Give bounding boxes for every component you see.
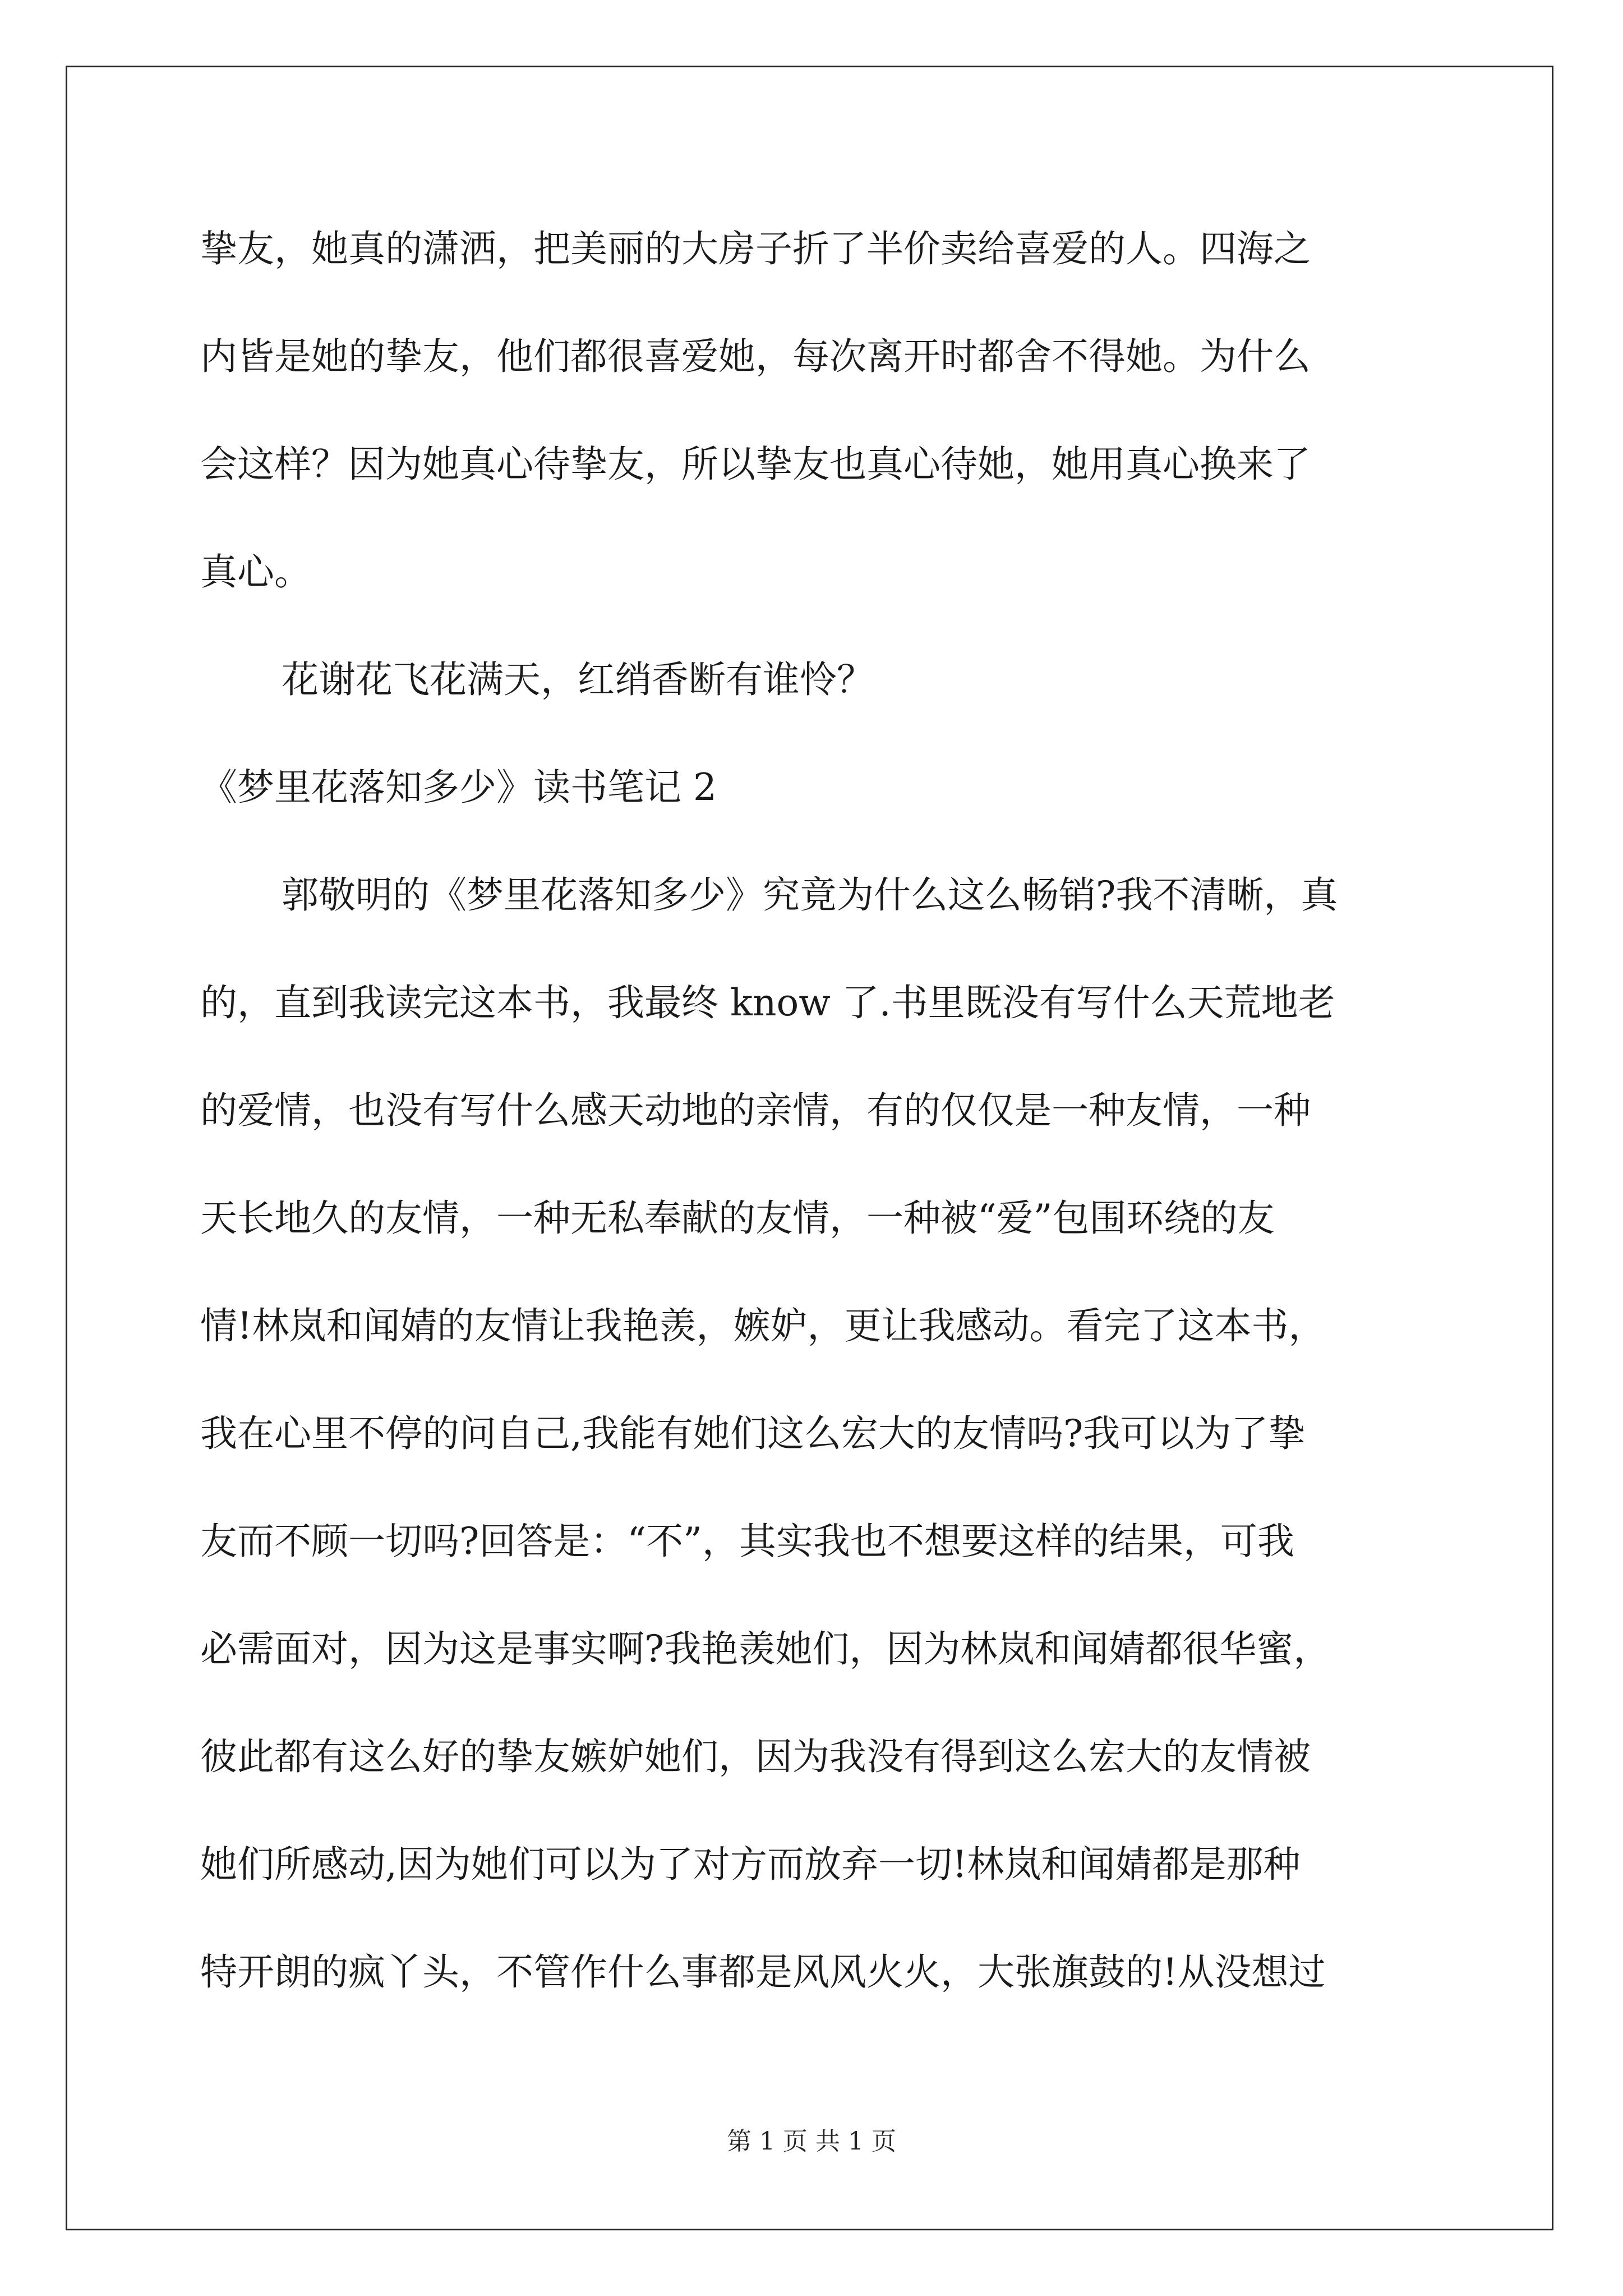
text-line: 友而不顾一切吗?回答是：“不”，其实我也不想要这样的结果，可我 <box>200 1520 1294 1563</box>
text-line: 真心。 <box>200 550 311 593</box>
text-line: 内皆是她的挚友，他们都很喜爱她，每次离开时都舍不得她。为什么 <box>200 335 1311 378</box>
text-line: 郭敬明的《梦里花落知多少》究竟为什么这么畅销?我不清晰，真 <box>282 873 1338 917</box>
text-line: 我在心里不停的问自己,我能有她们这么宏大的友情吗?我可以为了挚 <box>200 1412 1306 1455</box>
text-line: 必需面对，因为这是事实啊?我艳羡她们，因为林岚和闻婧都很华蜜， <box>200 1627 1331 1671</box>
text-line: 的，直到我读完这本书，我最终 know 了.书里既没有写什么天荒地老 <box>200 981 1335 1024</box>
text-line: 花谢花飞花满天，红绡香断有谁怜？ <box>282 658 874 701</box>
text-line: 她们所感动,因为她们可以为了对方而放弃一切!林岚和闻婧都是那种 <box>200 1843 1301 1886</box>
page-number-footer: 第 1 页 共 1 页 <box>727 2127 896 2156</box>
page-border <box>66 66 1553 2230</box>
text-line: 的爱情，也没有写什么感天动地的亲情，有的仅仅是一种友情，一种 <box>200 1089 1311 1132</box>
section-title: 《梦里花落知多少》读书笔记 2 <box>200 766 717 809</box>
text-line: 情!林岚和闻婧的友情让我艳羡，嫉妒，更让我感动。看完了这本书， <box>200 1304 1326 1347</box>
text-line: 彼此都有这么好的挚友嫉妒她们，因为我没有得到这么宏大的友情被 <box>200 1735 1311 1778</box>
text-line: 天长地久的友情，一种无私奉献的友情，一种被“爱”包围环绕的友 <box>200 1197 1275 1240</box>
text-line: 会这样？因为她真心待挚友，所以挚友也真心待她，她用真心换来了 <box>200 443 1311 486</box>
text-line: 特开朗的疯丫头，不管作什么事都是风风火火，大张旗鼓的!从没想过 <box>200 1950 1326 1994</box>
text-line: 挚友，她真的潇洒，把美丽的大房子折了半价卖给喜爱的人。四海之 <box>200 227 1311 270</box>
